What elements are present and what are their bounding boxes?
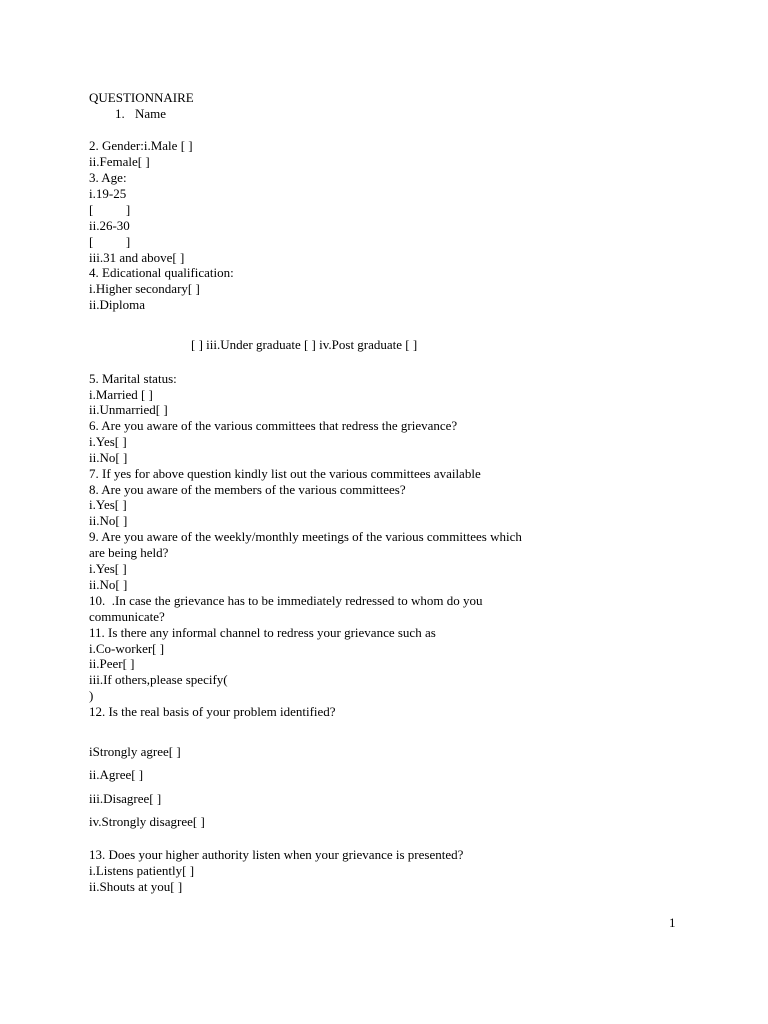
page-number: 1 (669, 915, 676, 930)
q4-label: 4. Edicational qualification: (89, 265, 234, 280)
q11-option: ii.Peer[ ] (89, 656, 135, 671)
q13-option: i.Listens patiently[ ] (89, 863, 195, 878)
q12-option: iv.Strongly disagree[ ] (89, 814, 205, 829)
q1-number: 1. (115, 106, 125, 121)
q2-label: 2. Gender:i.Male [ ] (89, 138, 193, 153)
q10-label-continued: communicate? (89, 609, 165, 624)
q3-option: i.19-25 (89, 186, 127, 201)
q5-label: 5. Marital status: (89, 371, 177, 386)
q8-option: i.Yes[ ] (89, 497, 127, 512)
q12-option: iStrongly agree[ ] (89, 744, 181, 759)
q6-option: ii.No[ ] (89, 450, 128, 465)
q2-option: ii.Female[ ] (89, 154, 150, 169)
q12-option: iii.Disagree[ ] (89, 791, 162, 806)
q6-label: 6. Are you aware of the various committees that redress the grievance? (89, 418, 458, 433)
q5-option: i.Married [ ] (89, 387, 153, 402)
q7-label: 7. If yes for above question kindly list out the various committees available (89, 466, 481, 481)
q3-label: 3. Age: (89, 170, 127, 185)
q1-label: Name (135, 106, 167, 121)
q4-option: ii.Diploma (89, 297, 145, 312)
q5-option: ii.Unmarried[ ] (89, 402, 168, 417)
q3-option: ii.26-30 (89, 218, 130, 233)
q8-label: 8. Are you aware of the members of the various committees? (89, 482, 406, 497)
q10-label: 10. .In case the grievance has to be immediately redressed to whom do you (89, 593, 483, 608)
q9-option: ii.No[ ] (89, 577, 128, 592)
q4-option: i.Higher secondary[ ] (89, 281, 200, 296)
document-title: QUESTIONNAIRE (89, 90, 194, 105)
q13-label: 13. Does your higher authority listen when your grievance is presented? (89, 847, 464, 862)
q4-options-continued: [ ] iii.Under graduate [ ] iv.Post graduate [ ] (191, 337, 418, 352)
q8-option: ii.No[ ] (89, 513, 128, 528)
q9-option: i.Yes[ ] (89, 561, 127, 576)
q3-option: iii.31 and above[ ] (89, 250, 185, 265)
q9-label: 9. Are you aware of the weekly/monthly meetings of the various committees which (89, 529, 522, 544)
q11-option: iii.If others,please specify( (89, 672, 228, 687)
q3-checkbox: [ ] (89, 202, 131, 217)
q11-closing-paren: ) (89, 688, 94, 703)
q9-label-continued: are being held? (89, 545, 169, 560)
q11-option: i.Co-worker[ ] (89, 641, 165, 656)
q12-label: 12. Is the real basis of your problem identified? (89, 704, 336, 719)
q13-option: ii.Shouts at you[ ] (89, 879, 183, 894)
q3-checkbox: [ ] (89, 234, 131, 249)
q6-option: i.Yes[ ] (89, 434, 127, 449)
q11-label: 11. Is there any informal channel to redress your grievance such as (89, 625, 436, 640)
q12-option: ii.Agree[ ] (89, 767, 144, 782)
